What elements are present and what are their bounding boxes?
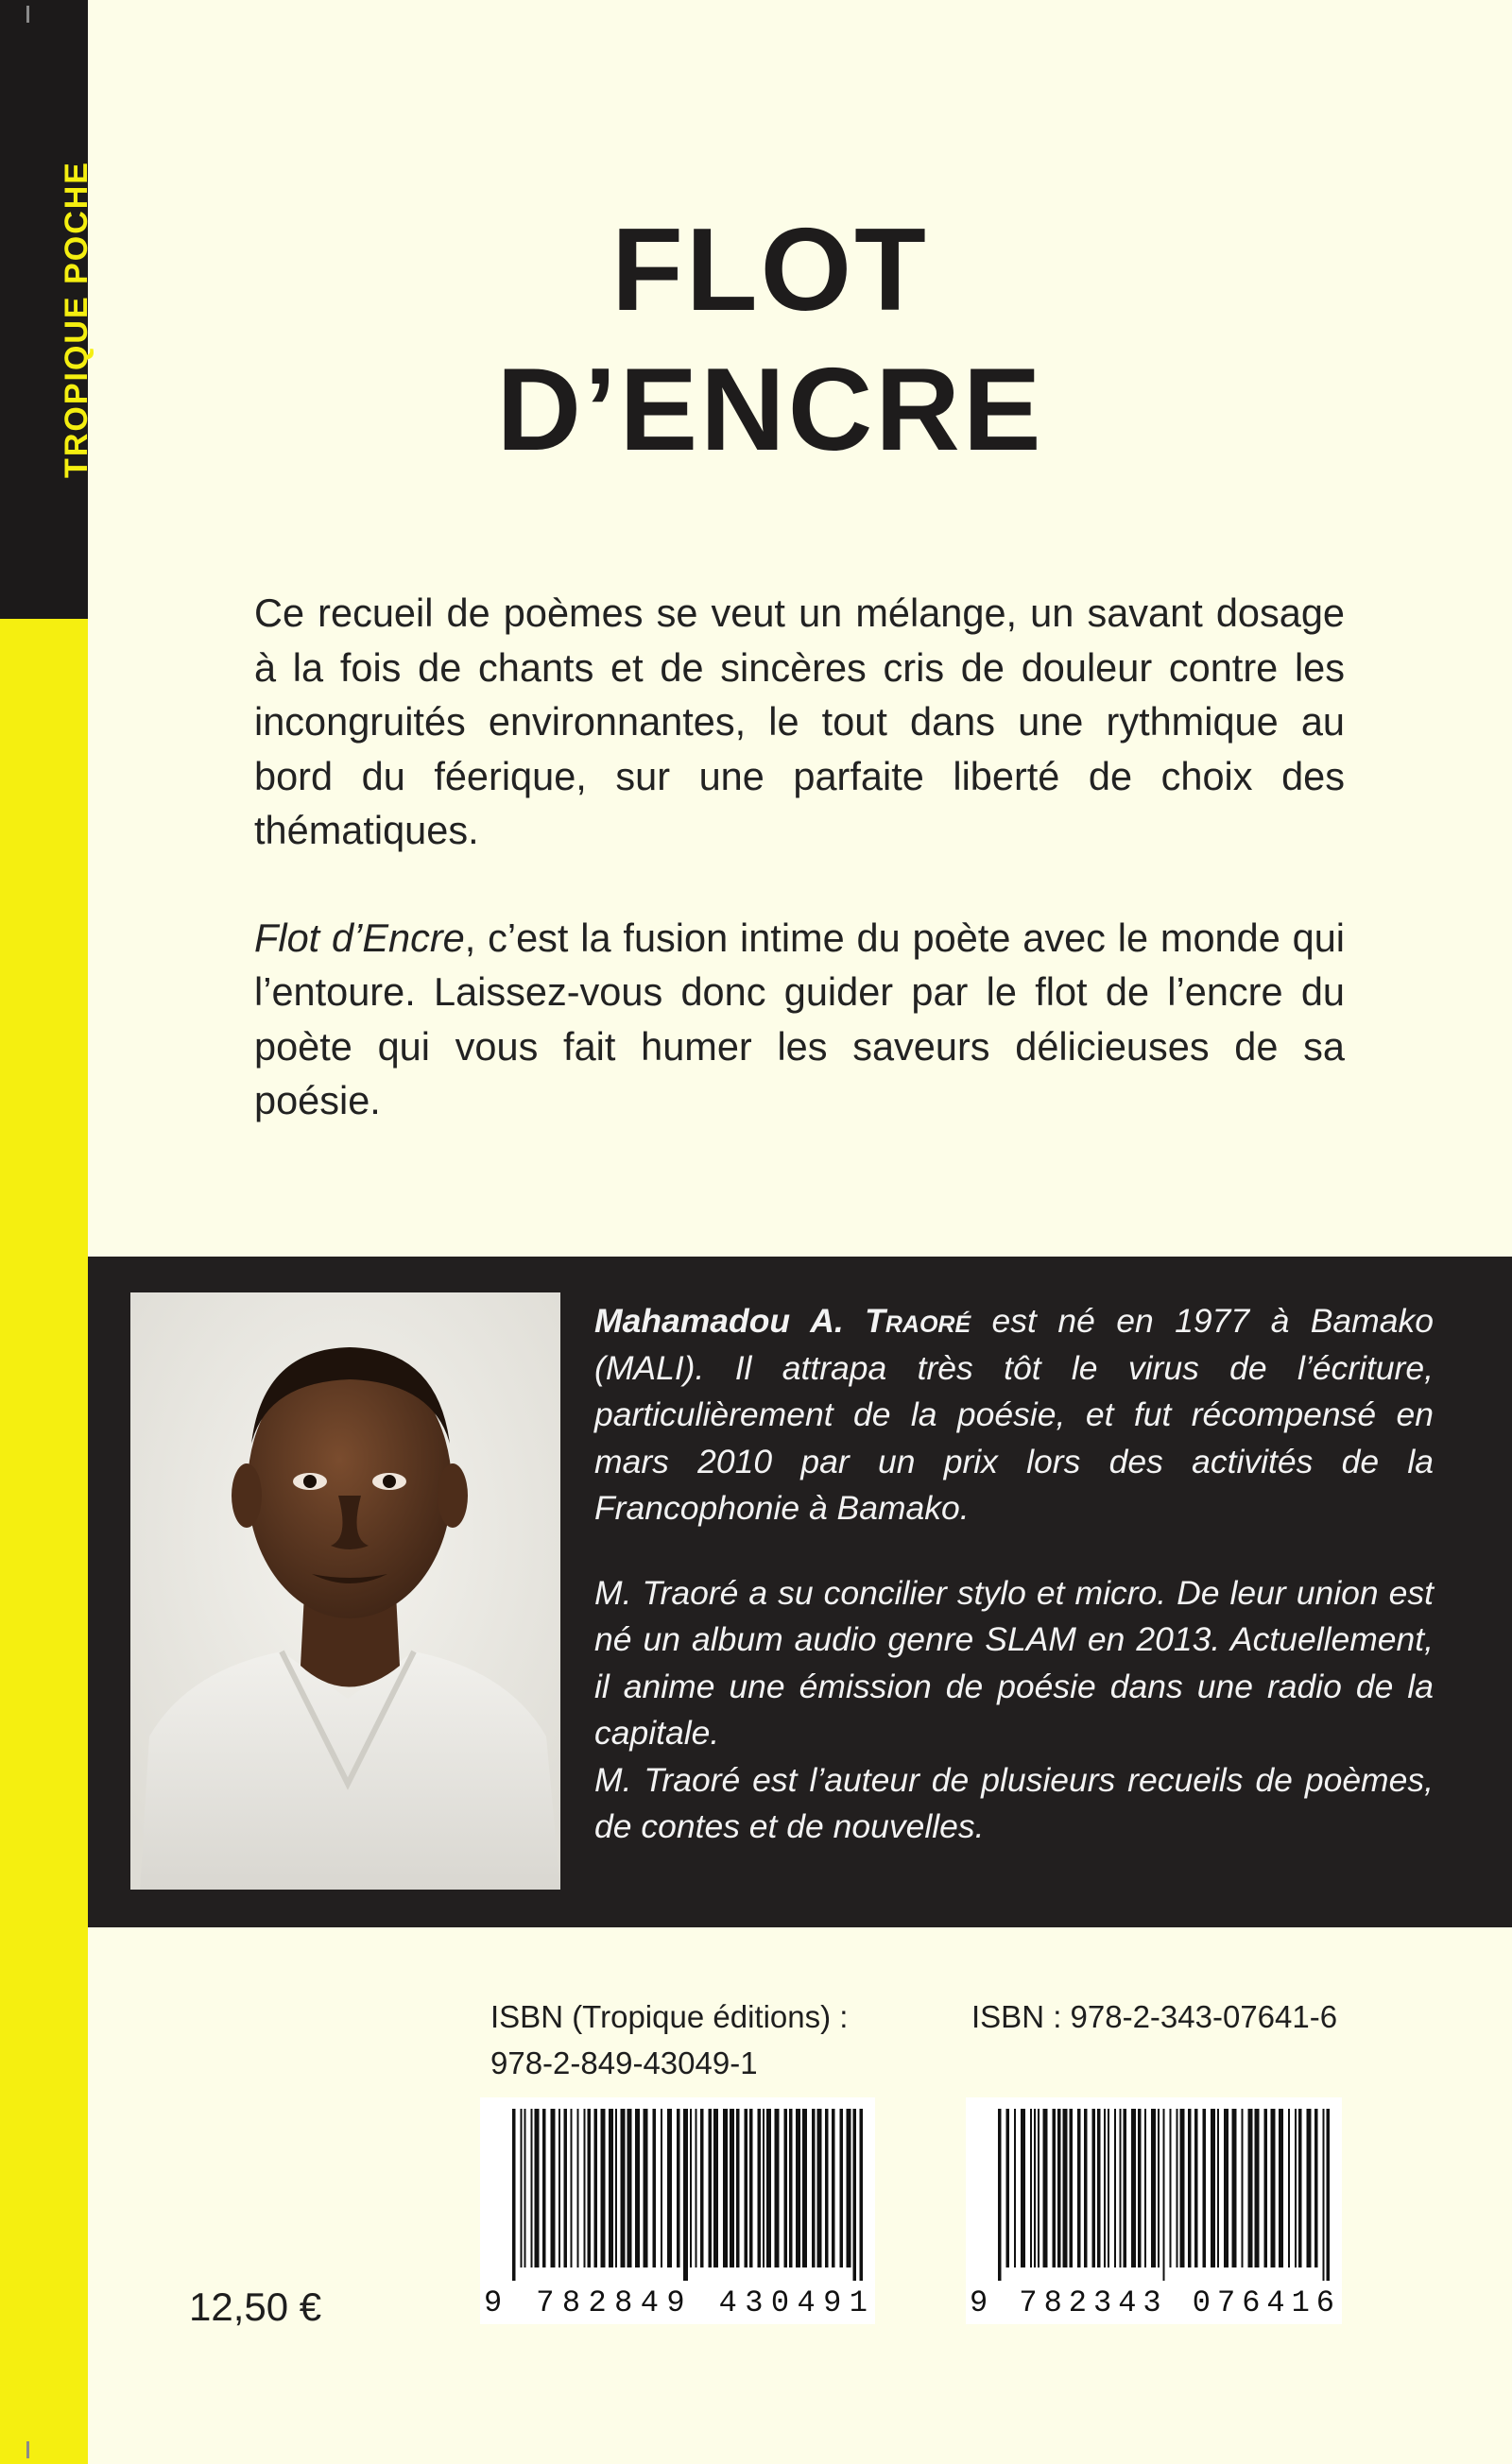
barcode-bar [696,2109,697,2267]
barcode-bar [1170,2109,1172,2267]
barcode-bar [745,2109,748,2267]
barcode-bar [758,2109,762,2267]
barcode-bar [1092,2109,1096,2267]
barcode-bar [588,2109,592,2267]
barcode-bar [1151,2109,1156,2267]
barcode-bar [766,2109,771,2267]
barcode-bar [1194,2109,1198,2267]
bio-paragraph-3: M. Traoré est l’auteur de plusieurs recueils de poèmes, de contes et de nouvelles. [594,1760,1434,1845]
barcode-bar [594,2109,598,2267]
barcode-bar [1295,2109,1297,2267]
barcode-bar [1180,2109,1185,2267]
bio-paragraph-2: M. Traoré a su concilier stylo et micro. De leur union est né un album audio genre SLAM en 2013. Actuellement, il anime une émission de poésie dans une radio de la capitale. [594,1573,1434,1752]
barcode-digits: 9 782849 430491 [484,2285,868,2320]
barcode-bar [1271,2109,1276,2267]
barcode-bar [1120,2109,1122,2267]
isbn-left-block [490,1993,848,2086]
barcode-bar [998,2109,1002,2281]
barcode-bar [577,2109,579,2267]
barcode-bar [1131,2109,1136,2267]
barcode-bar [1108,2109,1109,2267]
barcode-bar [558,2109,560,2267]
barcode-bar [512,2109,516,2281]
barcode-bar [1327,2109,1331,2281]
barcode-bar [709,2109,713,2267]
isbn-left-label: ISBN (Tropique éditions) : [490,1999,849,2034]
barcode-bar [1177,2109,1178,2267]
spine [0,0,94,2464]
barcode-bar [571,2109,573,2267]
barcode-bar [817,2109,822,2267]
barcode-bar [840,2109,844,2267]
barcode-bar [1188,2109,1192,2267]
barcode-bar [853,2109,857,2281]
barcode-bar [1034,2109,1036,2267]
barcode-bar [690,2109,692,2267]
spine-label: TROPIQUE POCHE [59,161,94,478]
isbn-right-block [971,1993,1337,2040]
barcode-bar [1070,2109,1074,2267]
barcode-bar [736,2109,740,2267]
barcode-bar [775,2109,780,2267]
blurb-paragraph-2 [254,911,1345,1128]
barcode-bar [531,2109,533,2267]
barcode-bar [1124,2109,1127,2267]
barcode-bar [1057,2109,1061,2267]
barcode-bar [1014,2109,1016,2267]
barcode-bar [615,2109,617,2267]
barcode-bar [1006,2109,1010,2267]
blurb-paragraph-2-text: , c’est la fusion intime du poète avec le monde qui l’entoure. Laissez-vous donc guider par le flot de l’encre du poète qui vous fait humer les saveurs délicieuses de sa poésie. [254,915,1345,1122]
barcode-bar [1242,2109,1244,2267]
barcode-bar [1323,2109,1325,2281]
barcode-bar [1053,2109,1057,2267]
barcode-bar [784,2109,788,2267]
title-line-1: FLOT [611,205,929,335]
barcode-bar [1224,2109,1228,2267]
barcode-bar [1158,2109,1160,2267]
barcode-bar [796,2109,800,2267]
price: 12,50 € [189,2284,322,2329]
barcode-bar [1163,2109,1165,2281]
barcode-bar [860,2109,864,2281]
barcode-bar [1038,2109,1040,2267]
barcode-bar [677,2109,680,2267]
barcode-left [480,2097,875,2324]
barcode-bar [1288,2109,1290,2267]
barcode-bar [661,2109,662,2267]
barcode-bar [609,2109,613,2267]
title-line-2: D’ENCRE [496,345,1044,475]
barcode-bar [1298,2109,1302,2267]
barcode-bar [730,2109,734,2267]
barcode-bar [584,2109,586,2267]
barcode-bar [749,2109,753,2267]
barcode-bar [1255,2109,1260,2267]
blurb [254,586,1345,1128]
barcode-right [966,2097,1342,2324]
barcode-bar [723,2109,728,2267]
author-band [88,1257,1512,1927]
barcode-bar [1314,2109,1318,2267]
barcode-bar [524,2109,526,2267]
barcode-bar [1264,2109,1268,2267]
barcode-bar [812,2109,816,2267]
author-last-name: Traoré [865,1302,971,1340]
barcode-bar [521,2109,523,2267]
barcode-bar [683,2109,688,2281]
author-photo [130,1292,560,1890]
blurb-paragraph-1: Ce recueil de poèmes se veut un mélange, un savant dosage à la fois de chants et de sincères cris de douleur contre les incongruités environnantes, le tout dans une rythmique au bord du féerique, sur une parfaite liberté de choix des thématiques. [254,590,1345,852]
barcode-bar [1084,2109,1088,2267]
barcode-bar [825,2109,829,2267]
barcode-bar [1097,2109,1101,2267]
barcode-bar [700,2109,704,2267]
barcode-bar [1307,2109,1312,2267]
blurb-title-italic: Flot d’Encre [254,915,465,960]
barcode-bar [1248,2109,1253,2267]
barcode-bar [621,2109,626,2267]
barcode-bar [713,2109,718,2267]
barcode-bar [627,2109,632,2267]
barcode-bar [1063,2109,1068,2267]
author-portrait-illustration [130,1292,560,1890]
barcode-bar [1030,2109,1032,2267]
barcode-bar [1043,2109,1048,2267]
barcode-bar [789,2109,793,2267]
barcode-digits: 9 782343 076416 [970,2285,1334,2320]
barcode-bar [1114,2109,1116,2267]
book-title [359,200,1181,480]
barcode-bar [1144,2109,1146,2267]
barcode-bar [1232,2109,1237,2267]
spine-tick-bottom [26,2441,29,2458]
barcode-bar [542,2109,546,2267]
barcode-right-bars [966,2097,1342,2324]
barcode-bar [1104,2109,1106,2267]
barcode-bar [667,2109,672,2267]
isbn-right-label: ISBN : 978-2-343-07641-6 [971,1999,1338,2034]
barcode-bar [1211,2109,1215,2267]
barcode-bar [635,2109,640,2267]
bio-text-1: est né en 1977 à Bamako (MALI). Il attrapa très tôt le virus de l’écriture, particulièrement de la poésie, et fut récompensé en mars 2010 par un prix lors des activités de la Francophonie à Bamako. [594,1302,1434,1527]
bio-paragraph-1 [594,1298,1434,1532]
barcode-bar [601,2109,606,2267]
barcode-bar [847,2109,851,2267]
barcode-bar [832,2109,835,2267]
barcode-left-bars [480,2097,875,2324]
barcode-bar [564,2109,568,2267]
barcode-bar [1203,2109,1207,2267]
barcode-bar [653,2109,657,2267]
barcode-bar [644,2109,648,2267]
spine-tick-top [26,6,29,23]
barcode-bar [1138,2109,1142,2267]
barcode-bar [1279,2109,1283,2267]
isbn-left-value: 978-2-849-43049-1 [490,2045,758,2080]
barcode-bar [1021,2109,1025,2267]
barcode-bar [551,2109,556,2267]
barcode-bar [1077,2109,1081,2267]
author-first-name: Mahamadou A. [594,1302,844,1340]
barcode-bar [802,2109,807,2267]
author-bio [594,1298,1434,1851]
barcode-bar [535,2109,540,2267]
barcode-bar [763,2109,765,2267]
barcode-bar [1217,2109,1219,2267]
